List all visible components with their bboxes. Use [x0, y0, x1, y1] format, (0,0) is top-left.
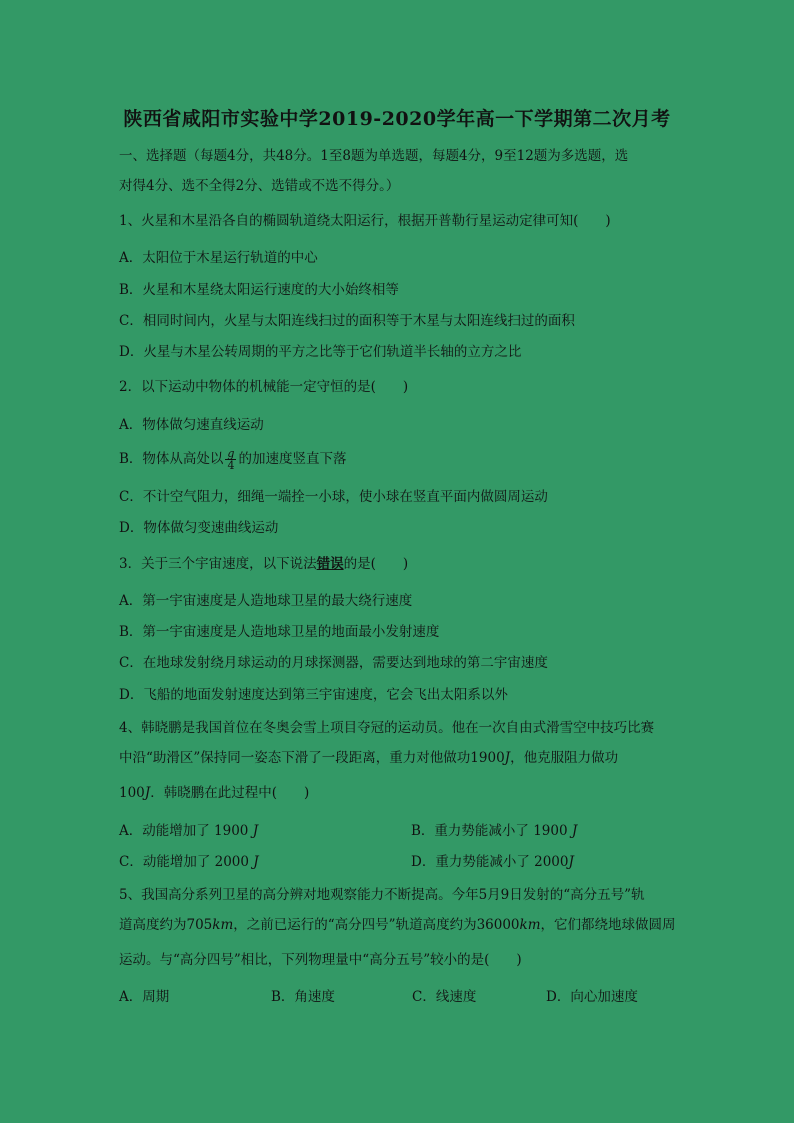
question-2-option-c: C．不计空气阻力，细绳一端拴一小球，使小球在竖直平面内做圆周运动 [119, 489, 548, 505]
question-3-option-a: A．第一宇宙速度是人造地球卫星的最大绕行速度 [119, 593, 413, 609]
question-4-option-b-text: B．重力势能减小了 1900 [411, 823, 572, 839]
fraction-g-over-4 [225, 448, 236, 471]
question-2-stem: 2．以下运动中物体的机械能一定守恒的是( ) [119, 379, 409, 395]
question-1-option-d: D．火星与木星公转周期的平方之比等于它们轨道半长轴的立方之比 [119, 344, 522, 360]
question-5-option-d: D．向心加速度 [546, 989, 638, 1005]
unit-joule: J [571, 823, 578, 839]
question-1-option-a: A．太阳位于木星运行轨道的中心 [119, 250, 318, 266]
question-4-option-a-text: A．动能增加了 1900 [119, 823, 253, 839]
unit-joule: J [504, 750, 511, 766]
question-5-line-1: 5、我国高分系列卫星的高分辨对地观察能力不断提高。今年5月9日发射的“高分五号”轨 [119, 887, 645, 903]
question-5-line-2-prefix: 道高度约为705 [119, 917, 213, 933]
question-4-line-2-suffix: ，他克服阻力做功 [510, 750, 619, 766]
question-5-line-3: 运动。与“高分四号”相比，下列物理量中“高分五号”较小的是( ) [119, 952, 522, 968]
question-2-option-a: A．物体做匀速直线运动 [119, 417, 264, 433]
question-3-stem-suffix: 的是( ) [343, 556, 409, 572]
fraction-numerator: g [227, 447, 235, 460]
question-4-option-a [119, 822, 258, 840]
unit-km: km [212, 917, 234, 933]
question-1-stem: 1、火星和木星沿各自的椭圆轨道绕太阳运行，根据开普勒行星运动定律可知( ) [119, 213, 611, 229]
unit-joule: J [568, 854, 574, 870]
question-4-option-d-text: D．重力势能减小了 2000 [411, 854, 569, 870]
question-3-option-b: B．第一宇宙速度是人造地球卫星的地面最小发射速度 [119, 624, 440, 640]
question-4-option-c [119, 853, 259, 871]
question-4-line-3 [119, 784, 309, 802]
question-2-option-b-prefix: B．物体从高处以 [119, 451, 224, 467]
question-1-option-c: C．相同时间内，火星与太阳连线扫过的面积等于木星与太阳连线扫过的面积 [119, 313, 575, 329]
question-3-stem-prefix: 3．关于三个宇宙速度，以下说法 [119, 556, 317, 572]
question-4-work-value: 100 [119, 785, 145, 801]
question-3-option-d: D．飞船的地面发射速度达到第三宇宙速度，它会飞出太阳系以外 [119, 687, 508, 703]
unit-joule: J [144, 785, 151, 801]
question-4-line-2-prefix: 中沿“助滑区”保持同一姿态下滑了一段距离，重力对他做功1900 [119, 750, 505, 766]
unit-joule: J [252, 823, 259, 839]
question-1-option-b: B．火星和木星绕太阳运行速度的大小始终相等 [119, 282, 399, 298]
question-2-option-d: D．物体做匀变速曲线运动 [119, 520, 279, 536]
question-2-option-b [119, 444, 346, 474]
question-5-line-2-middle: ，之前已运行的“高分四号”轨道高度约为36000 [233, 917, 520, 933]
unit-km: km [519, 917, 541, 933]
question-4-option-d [411, 853, 574, 871]
fraction-denominator: 4 [227, 459, 235, 472]
document-title: 陕西省咸阳市实验中学2019-2020学年高一下学期第二次月考 [123, 108, 671, 130]
question-5-line-2-suffix: ，它们都绕地球做圆周 [540, 917, 676, 933]
question-3-option-c: C．在地球发射绕月球运动的月球探测器，需要达到地球的第二宇宙速度 [119, 655, 548, 671]
question-4-line-3-suffix: ．韩晓鹏在此过程中( ) [150, 785, 310, 801]
question-2-option-b-suffix: 的加速度竖直下落 [238, 451, 347, 467]
question-5-line-2 [119, 916, 676, 934]
question-5-option-a: A．周期 [119, 989, 170, 1005]
question-5-option-c: C．线速度 [412, 989, 477, 1005]
question-4-line-2 [119, 749, 618, 767]
question-3-emphasis: 错误 [316, 556, 344, 572]
question-4-option-b [411, 822, 577, 840]
question-4-option-c-text: C．动能增加了 2000 [119, 854, 254, 870]
unit-joule: J [253, 854, 259, 870]
section-instructions-line-1: 一、选择题（每题4分，共48分。1至8题为单选题，每题4分，9至12题为多选题，选 [119, 148, 629, 164]
question-3-stem [119, 555, 408, 573]
question-5-option-b: B．角速度 [271, 989, 335, 1005]
section-instructions-line-2: 对得4分、选不全得2分、选错或不选不得分。） [119, 178, 400, 194]
question-4-line-1: 4、韩晓鹏是我国首位在冬奥会雪上项目夺冠的运动员。他在一次自由式滑雪空中技巧比赛 [119, 720, 655, 736]
